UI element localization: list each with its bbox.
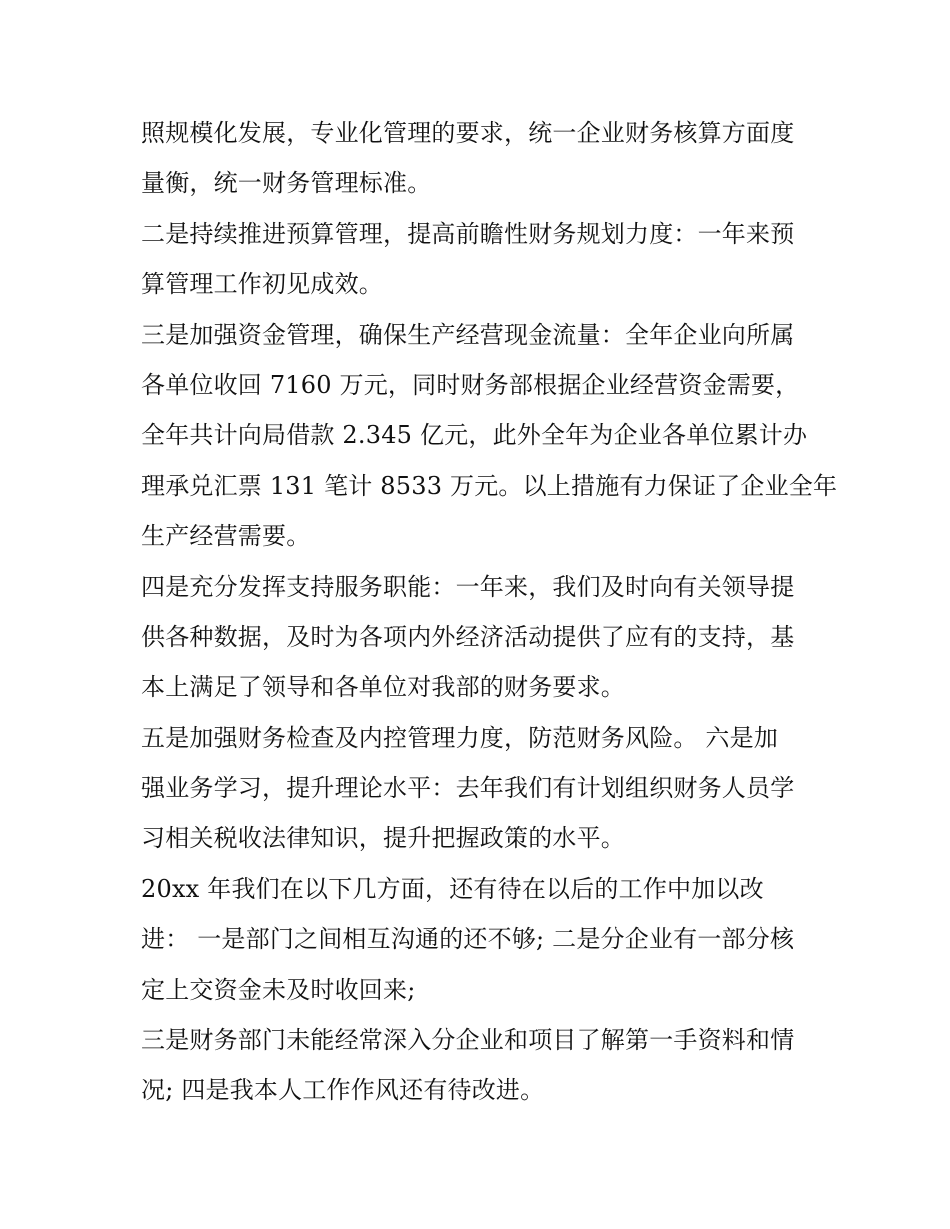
text-line: 进： 一是部门之间相互沟通的还不够; 二是分企业有一部分核 <box>141 925 795 954</box>
text-line: 二是持续推进预算管理，提高前瞻性财务规划力度：一年来预 <box>141 219 795 248</box>
text-line: 理承兑汇票 131 笔计 8533 万元。以上措施有力保证了企业全年 <box>141 471 838 500</box>
text-line: 习相关税收法律知识，提升把握政策的水平。 <box>141 824 625 853</box>
text-line: 生产经营需要。 <box>141 522 311 551</box>
text-line: 定上交资金未及时收回来; <box>141 975 416 1004</box>
text-line: 本上满足了领导和各单位对我部的财务要求。 <box>141 673 625 702</box>
text-line: 强业务学习，提升理论水平：去年我们有计划组织财务人员学 <box>141 774 795 803</box>
text-line: 算管理工作初见成效。 <box>141 270 383 299</box>
text-line: 三是财务部门未能经常深入分企业和项目了解第一手资料和情 <box>141 1026 795 1055</box>
text-line: 各单位收回 7160 万元，同时财务部根据企业经营资金需要， <box>141 370 800 399</box>
text-line: 量衡，统一财务管理标准。 <box>141 169 432 198</box>
text-line: 四是充分发挥支持服务职能：一年来，我们及时向有关领导提 <box>141 572 795 601</box>
text-line: 供各种数据，及时为各项内外经济活动提供了应有的支持，基 <box>141 622 795 651</box>
text-line: 全年共计向局借款 2.345 亿元，此外全年为企业各单位累计办 <box>141 421 808 450</box>
text-line: 20xx 年我们在以下几方面，还有待在以后的工作中加以改 <box>141 874 764 903</box>
text-line: 五是加强财务检查及内控管理力度，防范财务风险。 六是加 <box>141 723 779 752</box>
text-line: 照规模化发展，专业化管理的要求，统一企业财务核算方面度 <box>141 119 795 147</box>
text-line: 三是加强资金管理，确保生产经营现金流量：全年企业向所属 <box>141 320 795 349</box>
document-body <box>141 108 838 1116</box>
text-line: 况; 四是我本人工作作风还有待改进。 <box>141 1076 545 1105</box>
